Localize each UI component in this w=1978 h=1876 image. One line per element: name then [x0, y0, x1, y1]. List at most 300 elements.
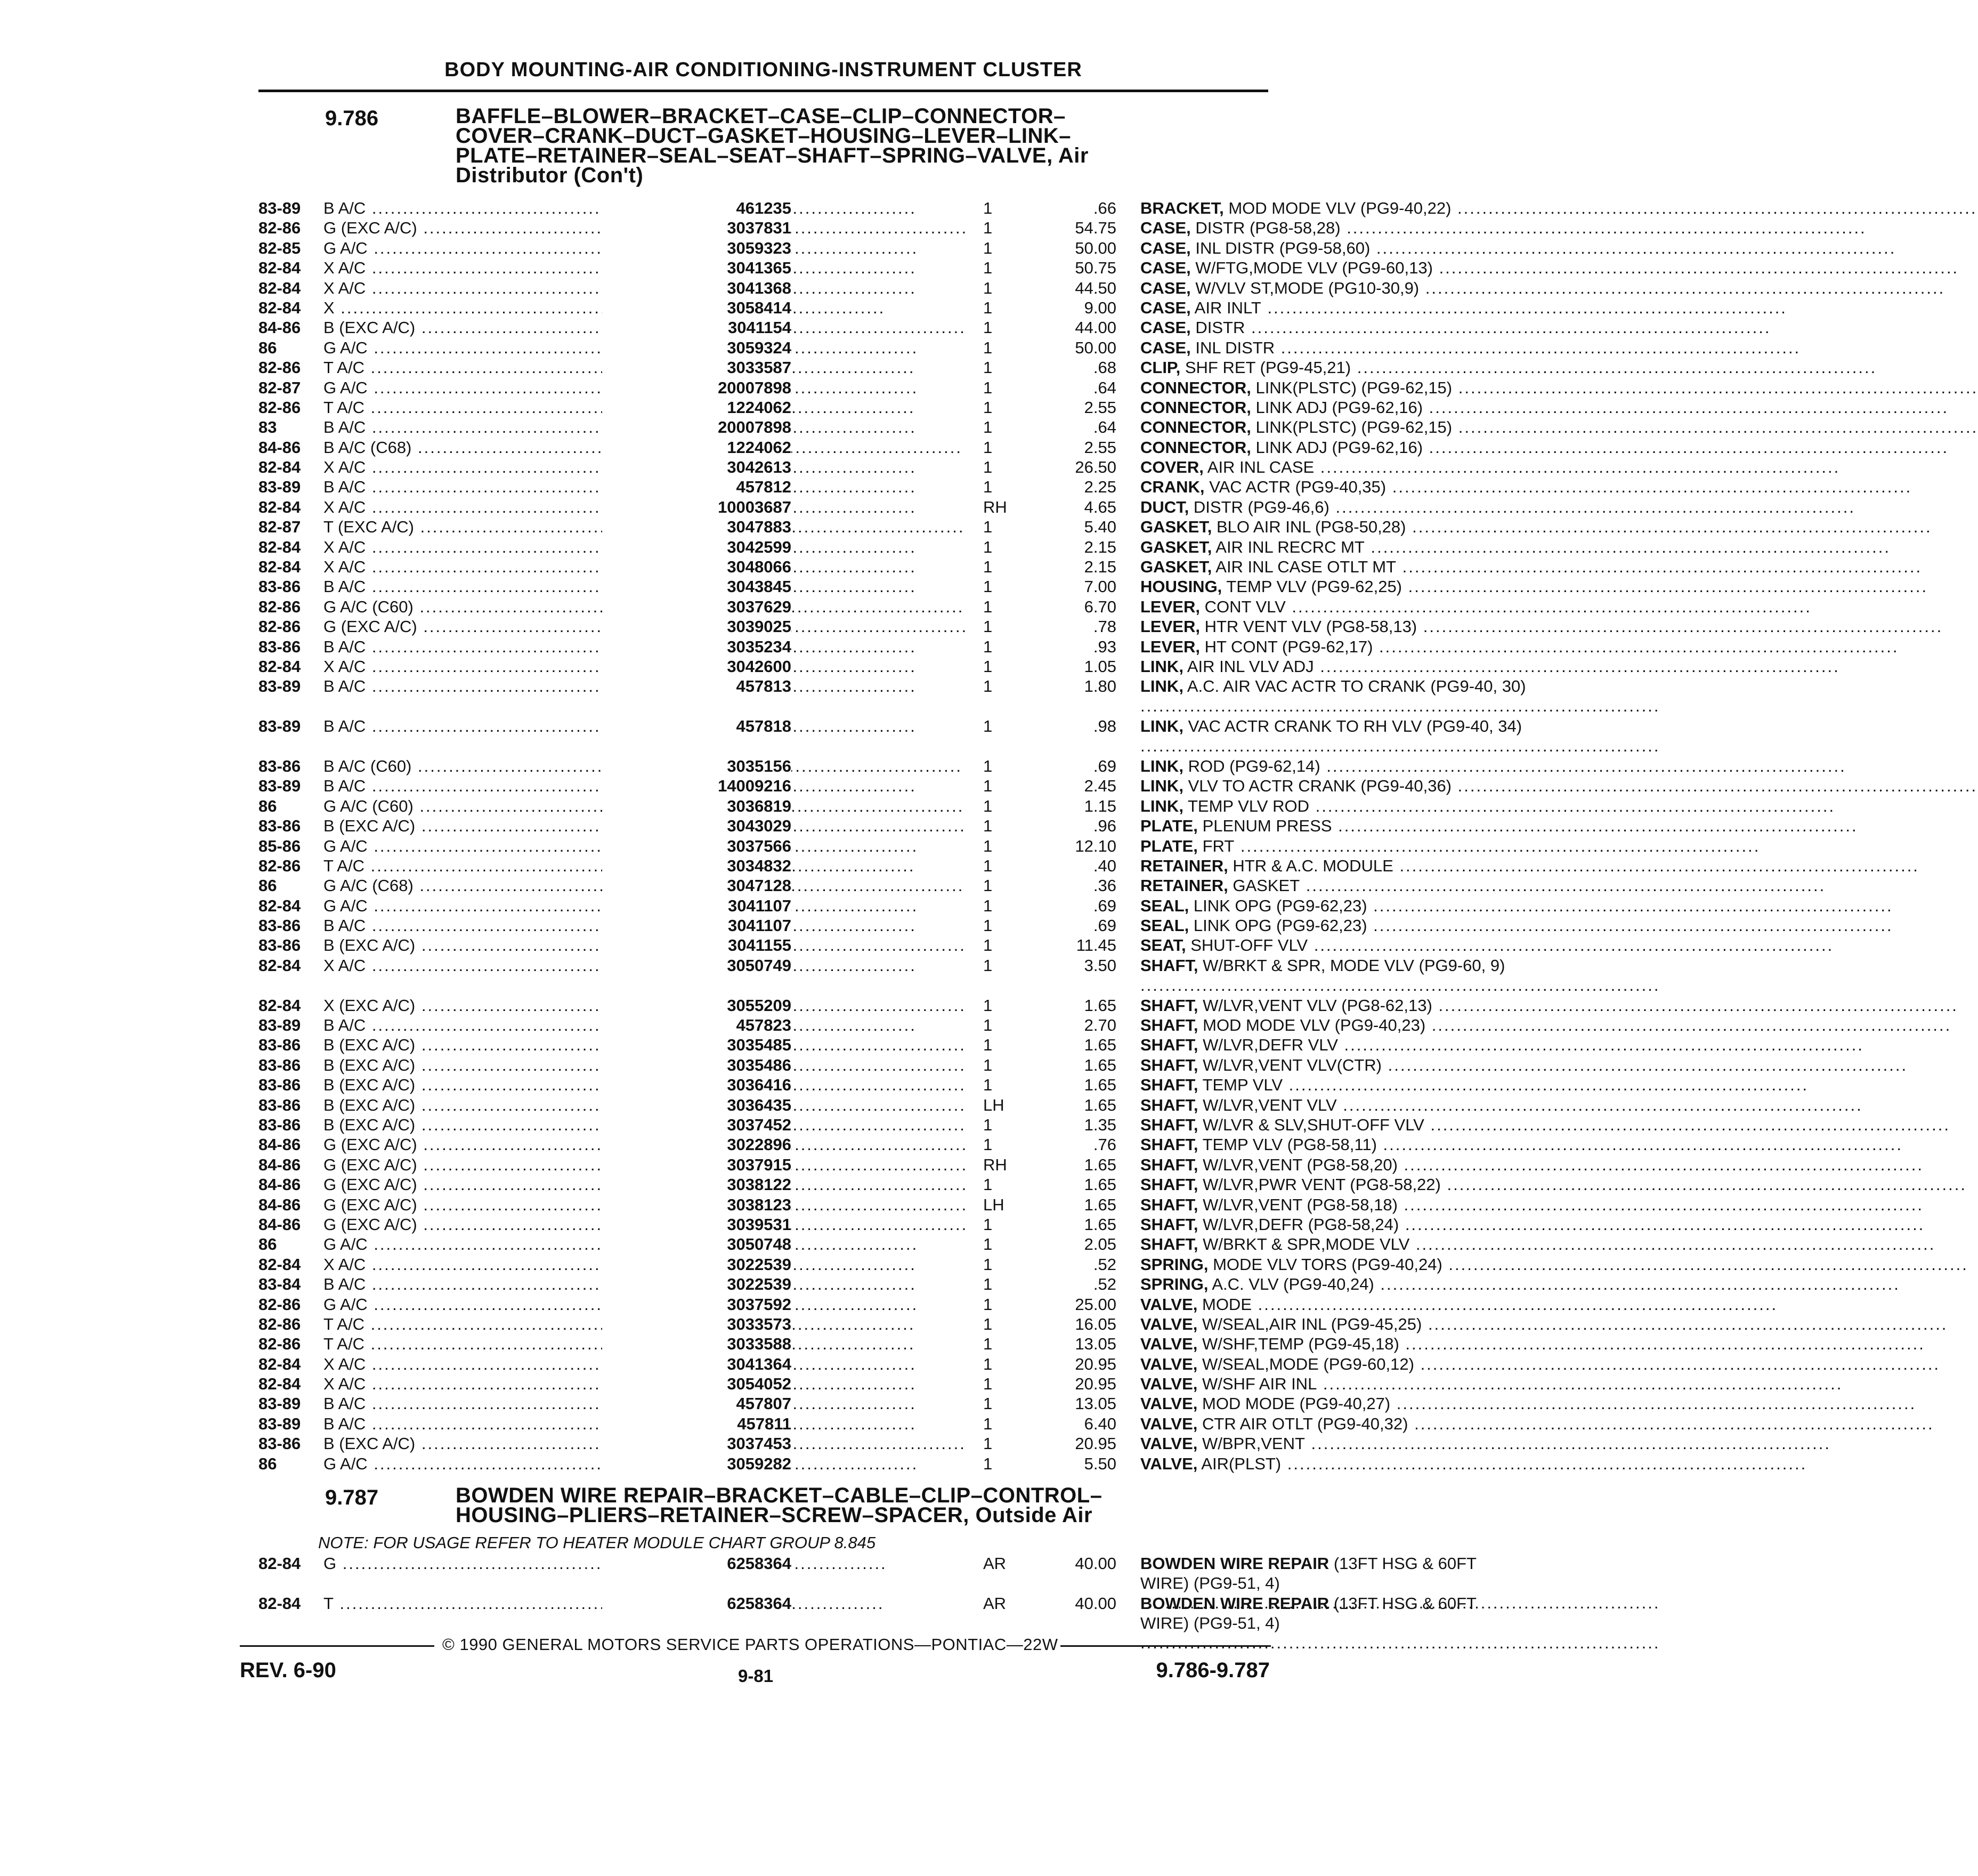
price: 1.65 [1084, 996, 1116, 1015]
usage: B A/C ..... [323, 577, 537, 596]
part-name: LINK, [1140, 717, 1183, 736]
quantity: RH [983, 1155, 1007, 1174]
quantity: 1 [983, 777, 993, 796]
quantity: 1 [983, 1055, 993, 1074]
part-description [1140, 1354, 1529, 1374]
usage: X A/C ..... [323, 1255, 537, 1274]
part-description [1140, 836, 1529, 856]
part-number: 3022896 [602, 1135, 791, 1154]
usage: G A/C ..... [323, 896, 537, 916]
part-name: SEAT, [1140, 936, 1186, 955]
model-years: 83-89 [258, 1016, 301, 1035]
parts-row [258, 996, 1432, 1015]
quantity: 1 [983, 717, 993, 736]
part-number: 3038122 [602, 1175, 791, 1194]
part-description [1140, 876, 1529, 895]
quantity: 1 [983, 1394, 993, 1413]
part-name: LINK, [1140, 777, 1183, 796]
part-description [1140, 338, 1529, 358]
usage: T A/C ..... [323, 358, 537, 377]
part-name: BOWDEN WIRE REPAIR [1140, 1594, 1330, 1613]
model-years: 82-84 [258, 1374, 301, 1394]
parts-row [258, 1295, 1271, 1314]
parts-row [258, 597, 1286, 617]
part-description [1140, 1454, 1529, 1474]
part-detail: LINK OPG (PG9-62,23) ..... [1194, 916, 1893, 935]
model-years: 83-86 [258, 1115, 301, 1135]
part-detail: W/FTG,MODE VLV (PG9-60,13) ..... [1195, 258, 1959, 277]
price: 2.45 [1084, 777, 1116, 796]
price: .69 [1093, 756, 1116, 775]
usage: B A/C ..... [323, 417, 537, 437]
part-number: 3035156 [602, 756, 791, 776]
section-number: 9.786 [325, 107, 379, 130]
parts-row [258, 1075, 1283, 1095]
part-number: 3041107 [602, 916, 791, 935]
part-detail: FRT ..... [1203, 837, 1761, 855]
part-name: VALVE, [1140, 1354, 1198, 1373]
quantity: 1 [983, 1135, 993, 1154]
usage: G (EXC A/C) ..... [323, 1175, 537, 1194]
quantity: 1 [983, 816, 993, 836]
part-number: 3059323 [602, 238, 791, 258]
part-number: 457813 [602, 676, 791, 696]
part-number: 20007898 [602, 378, 791, 398]
parts-row [258, 756, 1320, 776]
model-years: 82-86 [258, 398, 301, 417]
price: .76 [1093, 1135, 1116, 1154]
price: .64 [1093, 418, 1116, 437]
part-detail: W/LVR,PWR VENT (PG8-58,22) ..... [1203, 1175, 1967, 1194]
model-years: 83-86 [258, 1055, 301, 1074]
quantity: 1 [983, 458, 993, 477]
part-detail: A.C. VLV (PG9-40,24) ..... [1212, 1275, 1900, 1293]
parts-row [258, 1314, 1422, 1334]
price: 20.95 [1075, 1374, 1116, 1394]
part-description [1140, 457, 1529, 477]
usage: G (EXC A/C) ..... [323, 218, 537, 238]
part-name: SHAFT, [1140, 1195, 1198, 1214]
usage: B (EXC A/C) ..... [323, 816, 537, 836]
part-name: LINK, [1140, 657, 1183, 676]
part-number: 3036416 [602, 1075, 791, 1095]
part-detail: HT CONT (PG9-62,17) ..... [1205, 637, 1899, 656]
quantity: 1 [983, 936, 993, 955]
part-number: 457812 [602, 477, 791, 497]
price: 1.65 [1084, 1155, 1116, 1174]
price: 1.35 [1084, 1115, 1116, 1135]
parts-row [258, 1055, 1382, 1075]
part-detail: CONT VLV ..... [1205, 597, 1812, 616]
part-name: CASE, [1140, 219, 1191, 238]
usage: X A/C ..... [323, 657, 537, 676]
price: 1.65 [1084, 1175, 1116, 1194]
parts-row [258, 876, 1300, 895]
part-name: VALVE, [1140, 1394, 1198, 1413]
part-name: CASE, [1140, 238, 1191, 257]
part-name: LEVER, [1140, 617, 1200, 636]
price: 6.70 [1084, 597, 1116, 616]
parts-row [258, 1035, 1338, 1055]
usage: B A/C ..... [323, 676, 537, 696]
usage: B A/C ..... [323, 916, 537, 935]
quantity: 1 [983, 996, 993, 1015]
price: .36 [1093, 876, 1116, 895]
parts-row [258, 378, 1453, 398]
parts-row [258, 1434, 1305, 1453]
price: 5.40 [1084, 517, 1116, 537]
model-years: 84-86 [258, 1215, 301, 1234]
quantity: 1 [983, 577, 993, 596]
model-years: 86 [258, 796, 277, 815]
parts-row [258, 457, 1315, 477]
part-description [1140, 278, 1529, 298]
parts-row [258, 916, 1367, 935]
part-description [1140, 1115, 1529, 1135]
parts-row [258, 537, 1365, 557]
parts-row [258, 716, 1522, 756]
part-detail: TEMP VLV (PG9-62,25) ..... [1226, 577, 1928, 596]
price: 44.00 [1075, 318, 1116, 337]
part-detail: INL DISTR (PG9-58,60) ..... [1195, 239, 1896, 257]
quantity: 1 [983, 199, 993, 217]
price: 11.45 [1076, 936, 1116, 955]
part-number: 3042600 [602, 657, 791, 676]
part-number: 3037915 [602, 1155, 791, 1175]
usage: G (EXC A/C) ..... [323, 1215, 537, 1234]
part-number: 3059282 [602, 1454, 791, 1474]
parts-row [258, 657, 1314, 676]
parts-row [258, 1234, 1410, 1254]
part-description [1140, 258, 1529, 278]
usage: X ..... [323, 298, 537, 318]
model-years: 82-86 [258, 1314, 301, 1333]
usage: T A/C ..... [323, 1314, 537, 1334]
model-years: 83-86 [258, 1036, 301, 1055]
price: 2.55 [1084, 398, 1116, 417]
part-detail: ROD (PG9-62,14) ..... [1188, 757, 1846, 775]
parts-row [258, 298, 1271, 318]
quantity: 1 [983, 1235, 993, 1254]
usage: G (EXC A/C) ..... [323, 1135, 537, 1154]
price: 1.65 [1084, 1195, 1116, 1214]
part-detail: LINK ADJ (PG9-62,16) ..... [1255, 438, 1949, 457]
quantity: 1 [983, 657, 993, 676]
usage: X (EXC A/C) ..... [323, 996, 537, 1015]
model-years: 82-86 [258, 856, 301, 875]
parts-row [258, 1155, 1398, 1175]
part-number: 3058414 [602, 298, 791, 318]
parts-row [258, 1554, 1477, 1594]
quantity: 1 [983, 438, 993, 457]
part-number: 3050749 [602, 956, 791, 975]
part-description [1140, 896, 1529, 916]
model-years: 82-84 [258, 557, 301, 577]
part-name: SHAFT, [1140, 1215, 1198, 1234]
part-name: HOUSING, [1140, 577, 1222, 596]
usage: T A/C ..... [323, 856, 537, 876]
part-number: 3043029 [602, 816, 791, 836]
part-number: 3041107 [602, 896, 791, 916]
price: 40.00 [1075, 1594, 1116, 1613]
part-detail: W/LVR,DEFR VLV ..... [1203, 1036, 1864, 1054]
usage: B A/C ..... [323, 716, 537, 736]
part-number: 14009216 [602, 776, 791, 796]
usage: B A/C ..... [323, 1414, 537, 1434]
model-years: 82-84 [258, 298, 301, 317]
part-number: 3043845 [602, 577, 791, 596]
part-detail: (13FT HSG & 60FT WIRE) (PG9-51, 4) ..... [1140, 1554, 1660, 1612]
part-number: 6258364 [602, 1554, 791, 1573]
quantity: 1 [983, 1354, 993, 1373]
model-years: 83-86 [258, 916, 301, 935]
parts-row [258, 497, 1330, 517]
parts-row [258, 1135, 1377, 1154]
part-description [1140, 1175, 1529, 1194]
model-years: 82-84 [258, 1354, 301, 1373]
header-rule [258, 90, 1268, 92]
parts-row [258, 956, 1505, 996]
usage: G A/C (C60) ..... [323, 597, 537, 617]
price: .93 [1093, 637, 1116, 656]
part-name: CLIP, [1140, 358, 1181, 377]
part-number: 3037452 [602, 1115, 791, 1135]
price: 1.65 [1084, 1215, 1116, 1234]
part-number: 3055209 [602, 996, 791, 1015]
model-years: 83-86 [258, 1434, 301, 1453]
part-description [1140, 1095, 1529, 1115]
section-title-line: BAFFLE–BLOWER–BRACKET–CASE–CLIP–CONNECTOR– [456, 104, 1066, 128]
parts-list-9787 [258, 1554, 1477, 1634]
model-years: 83-86 [258, 577, 301, 596]
part-name: VALVE, [1140, 1335, 1198, 1354]
model-years: 84-86 [258, 1195, 301, 1214]
part-number: 1224062 [602, 398, 791, 417]
model-years: 83-89 [258, 677, 301, 696]
part-detail: VLV TO ACTR CRANK (PG9-40,36) ..... [1188, 777, 1978, 795]
model-years: 86 [258, 338, 277, 357]
part-name: LEVER, [1140, 637, 1200, 656]
price: 2.25 [1084, 478, 1116, 497]
part-name: BOWDEN WIRE REPAIR [1140, 1554, 1330, 1573]
quantity: 1 [983, 1076, 993, 1095]
price: .69 [1093, 896, 1116, 915]
usage: X A/C ..... [323, 537, 537, 557]
part-name: RETAINER, [1140, 856, 1228, 875]
section-title [456, 104, 1330, 187]
parts-row [258, 238, 1371, 258]
parts-row [258, 935, 1308, 955]
part-detail: W/LVR,VENT (PG8-58,20) ..... [1203, 1155, 1924, 1174]
quantity: 1 [983, 517, 993, 537]
part-detail: W/SEAL,MODE (PG9-60,12) ..... [1202, 1355, 1940, 1373]
parts-row [258, 856, 1393, 876]
model-years: 82-84 [258, 996, 301, 1015]
model-years: 84-86 [258, 1175, 301, 1194]
parts-row [258, 1255, 1442, 1274]
part-detail: MOD MODE VLV (PG9-40,23) ..... [1203, 1016, 1951, 1034]
model-years: 84-86 [258, 1155, 301, 1174]
part-description [1140, 657, 1529, 676]
price: 20.95 [1075, 1434, 1116, 1453]
part-name: LINK, [1140, 756, 1183, 775]
part-description [1140, 676, 1529, 716]
part-detail: INL DISTR ..... [1195, 338, 1801, 357]
part-number: 3037566 [602, 836, 791, 856]
part-name: SHAFT, [1140, 996, 1198, 1015]
part-description [1140, 935, 1529, 955]
part-name: CASE, [1140, 318, 1191, 337]
part-detail: SHUT-OFF VLV ..... [1190, 936, 1834, 955]
parts-row [258, 398, 1423, 417]
part-number: 1224062 [602, 438, 791, 457]
quantity: 1 [983, 876, 993, 895]
part-description [1140, 218, 1529, 238]
quantity: 1 [983, 1314, 993, 1333]
model-years: 82-84 [258, 1255, 301, 1274]
part-description [1140, 1035, 1529, 1055]
part-detail: AIR INL CASE ..... [1207, 458, 1841, 476]
model-years: 83-84 [258, 1275, 301, 1294]
quantity: 1 [983, 597, 993, 616]
part-name: SHAFT, [1140, 1155, 1198, 1174]
usage: X A/C ..... [323, 1374, 537, 1394]
price: .78 [1093, 617, 1116, 636]
usage: G A/C ..... [323, 836, 537, 856]
usage: B (EXC A/C) ..... [323, 1095, 537, 1115]
price: .40 [1093, 856, 1116, 875]
model-years: 82-87 [258, 378, 301, 397]
model-years: 83-89 [258, 1414, 301, 1433]
part-number: 3047883 [602, 517, 791, 537]
part-detail: GASKET ..... [1233, 876, 1826, 895]
model-years: 82-84 [258, 537, 301, 556]
usage-note: NOTE: FOR USAGE REFER TO HEATER MODULE CHART GROUP 8.845 [318, 1533, 876, 1552]
price: .98 [1093, 717, 1116, 736]
quantity: 1 [983, 557, 993, 577]
part-name: GASKET, [1140, 557, 1212, 577]
parts-list-9786 [258, 198, 1526, 1474]
part-detail: DISTR (PG8-58,28) ..... [1195, 219, 1866, 237]
part-name: SHAFT, [1140, 1095, 1198, 1114]
part-description [1140, 1594, 1529, 1633]
part-number: 3035485 [602, 1035, 791, 1055]
part-description [1140, 816, 1529, 836]
price: 40.00 [1075, 1554, 1116, 1573]
part-name: PLATE, [1140, 836, 1198, 855]
quantity: 1 [983, 617, 993, 636]
part-number: 3054052 [602, 1374, 791, 1394]
price: 6.40 [1084, 1414, 1116, 1433]
part-name: SHAFT, [1140, 1016, 1198, 1035]
quantity: 1 [983, 298, 993, 317]
section-range: 9.786-9.787 [1156, 1659, 1270, 1682]
part-name: GASKET, [1140, 537, 1212, 556]
usage: B A/C ..... [323, 776, 537, 796]
usage: B (EXC A/C) ..... [323, 1055, 537, 1075]
usage: B A/C ..... [323, 1394, 537, 1413]
section-title-line: COVER–CRANK–DUCT–GASKET–HOUSING–LEVER–LINK– [456, 124, 1072, 148]
model-years: 82-86 [258, 617, 301, 636]
quantity: 1 [983, 338, 993, 357]
part-number: 3039531 [602, 1215, 791, 1234]
page-title: BODY MOUNTING-AIR CONDITIONING-INSTRUMENT CLUSTER [444, 59, 1082, 81]
parts-row [258, 1454, 1282, 1474]
price: 9.00 [1084, 298, 1116, 317]
part-description [1140, 617, 1529, 636]
part-description [1140, 557, 1529, 577]
price: 16.05 [1075, 1314, 1116, 1333]
usage: X A/C ..... [323, 258, 537, 278]
part-number: 3036435 [602, 1095, 791, 1115]
parts-row [258, 258, 1433, 278]
part-name: CASE, [1140, 278, 1191, 297]
part-name: VALVE, [1140, 1295, 1198, 1314]
part-description [1140, 1434, 1529, 1453]
part-description [1140, 1234, 1529, 1254]
part-number: 3035234 [602, 637, 791, 657]
part-description [1140, 1075, 1529, 1095]
quantity: 1 [983, 1374, 993, 1394]
part-name: RETAINER, [1140, 876, 1228, 895]
parts-row [258, 1354, 1414, 1374]
part-detail: (13FT HSG & 60FT WIRE) (PG9-51, 4) ..... [1140, 1594, 1660, 1652]
part-name: LEVER, [1140, 597, 1200, 616]
parts-row [258, 318, 1271, 337]
part-detail: W/LVR,VENT VLV(CTR) ..... [1203, 1056, 1908, 1074]
price: 1.15 [1084, 796, 1116, 815]
usage: T ..... [323, 1594, 537, 1613]
part-number: 3036819 [602, 796, 791, 816]
model-years: 82-84 [258, 896, 301, 915]
usage: G (EXC A/C) ..... [323, 617, 537, 636]
part-number: 3033588 [602, 1334, 791, 1354]
usage: G A/C ..... [323, 378, 537, 398]
quantity: 1 [983, 258, 993, 278]
model-years: 82-85 [258, 238, 301, 257]
quantity: 1 [983, 1215, 993, 1234]
usage: T (EXC A/C) ..... [323, 517, 537, 537]
part-name: VALVE, [1140, 1434, 1198, 1453]
usage: G A/C (C60) ..... [323, 796, 537, 816]
price: 44.50 [1075, 278, 1116, 297]
part-description [1140, 716, 1529, 756]
price: 26.50 [1075, 458, 1116, 477]
part-number: 3050748 [602, 1234, 791, 1254]
part-description [1140, 796, 1529, 816]
parts-row [258, 1215, 1399, 1234]
price: .66 [1093, 199, 1116, 217]
part-description [1140, 956, 1529, 995]
model-years: 82-84 [258, 1594, 301, 1613]
price: 25.00 [1075, 1295, 1116, 1314]
part-number: 3037831 [602, 218, 791, 238]
parts-row [258, 517, 1406, 537]
part-detail: LINK(PLSTC) (PG9-62,15) ..... [1255, 378, 1978, 397]
quantity: 1 [983, 478, 993, 497]
model-years: 83-86 [258, 1076, 301, 1095]
part-description [1140, 776, 1529, 796]
usage: X A/C ..... [323, 557, 537, 577]
part-detail: LINK ADJ (PG9-62,16) ..... [1255, 398, 1949, 417]
parts-row [258, 637, 1373, 657]
model-years: 83-86 [258, 816, 301, 836]
part-name: CONNECTOR, [1140, 378, 1251, 397]
part-name: SPRING, [1140, 1275, 1209, 1294]
part-detail: AIR(PLST) ..... [1201, 1454, 1807, 1473]
parts-row [258, 1195, 1398, 1215]
part-name: SHAFT, [1140, 1135, 1198, 1154]
